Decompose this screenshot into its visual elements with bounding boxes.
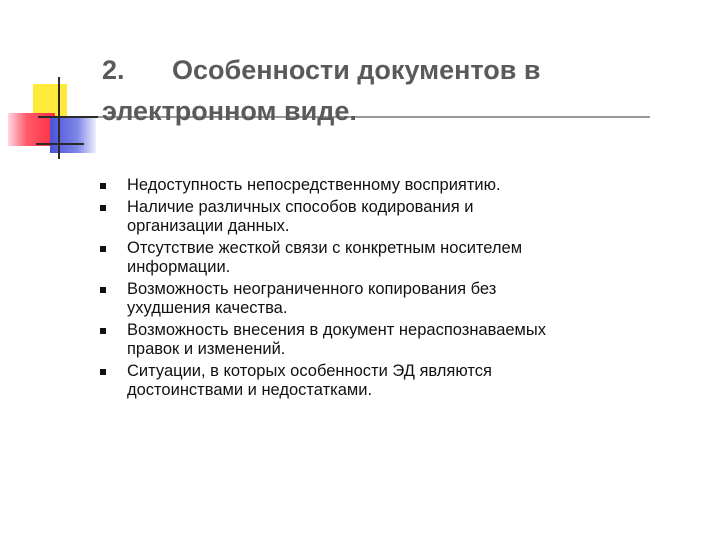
title-text-line2: электронном виде. — [102, 96, 357, 126]
square-bullet-icon — [100, 287, 106, 293]
bullet-text-line1: Отсутствие жесткой связи с конкретным носителем — [127, 239, 523, 257]
square-bullet-icon — [100, 369, 106, 375]
bullet-item — [99, 198, 679, 236]
bullet-text-line1: Возможность внесения в документ нераспознаваемых — [127, 321, 546, 339]
short-horizontal-line-decor — [36, 143, 84, 145]
bullet-text-line1: Ситуации, в которых особенности ЭД являются — [127, 362, 492, 380]
bullet-item — [99, 362, 679, 400]
blue-square-decor — [50, 118, 96, 153]
bullet-text-line2: достоинствами и недостатками. — [127, 381, 373, 399]
bullet-item — [99, 321, 679, 359]
bullet-text-line2: правок и изменений. — [127, 340, 286, 358]
bullet-text-line2: информации. — [127, 258, 231, 276]
vertical-line-decor — [58, 77, 60, 159]
bullet-text-line1: Наличие различных способов кодирования и — [127, 198, 474, 216]
square-bullet-icon — [100, 328, 106, 334]
bullet-item — [99, 280, 679, 318]
slide-title — [102, 50, 682, 132]
title-number: 2. — [102, 55, 125, 85]
bullet-item — [99, 239, 679, 277]
title-text-line1: Особенности документов в — [172, 55, 541, 85]
square-bullet-icon — [100, 205, 106, 211]
decorative-corner-graphic — [0, 0, 110, 170]
square-bullet-icon — [100, 246, 106, 252]
bullet-list — [99, 176, 679, 403]
bullet-text-line1: Возможность неограниченного копирования без — [127, 280, 497, 298]
bullet-text-line2: организации данных. — [127, 217, 290, 235]
bullet-item — [99, 176, 679, 195]
square-bullet-icon — [100, 183, 106, 189]
title-underline-accent — [38, 116, 98, 118]
bullet-text-line2: ухудшения качества. — [127, 299, 288, 317]
bullet-text-line1: Недоступность непосредственному восприятию. — [127, 176, 501, 194]
